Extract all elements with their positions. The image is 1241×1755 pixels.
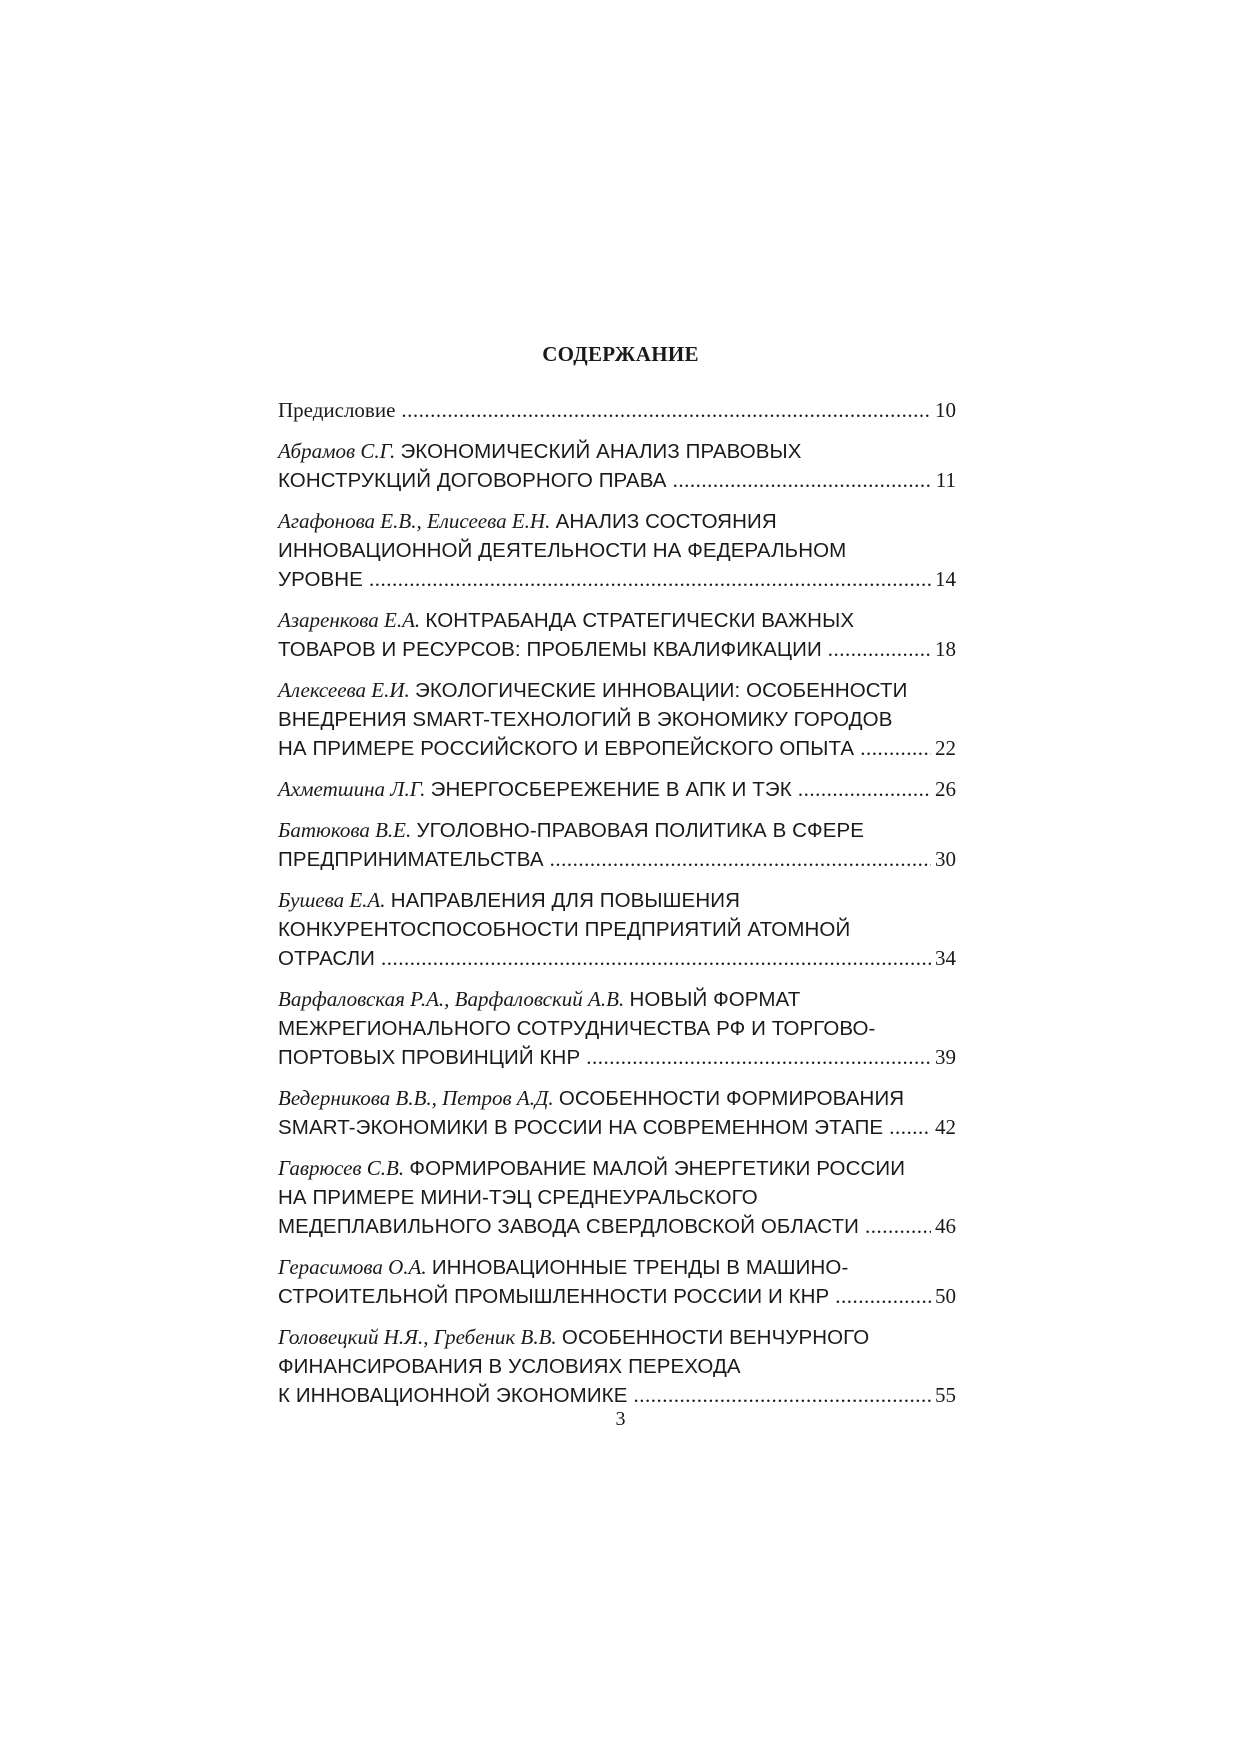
toc-entry (278, 1154, 956, 1241)
toc-entry-text (278, 676, 907, 705)
toc-entry-line (278, 466, 956, 495)
toc-entry-line (278, 507, 956, 536)
toc-entry-line (278, 1253, 956, 1282)
toc-entry-text (278, 705, 892, 734)
toc-entry-line (278, 845, 956, 874)
toc-entry-title: НОВЫЙ ФОРМАТ (629, 988, 801, 1011)
toc-entry-line (278, 816, 956, 845)
toc-entry-page: 26 (935, 777, 956, 801)
toc-entry-line (278, 1212, 956, 1241)
toc-entry-author: Бушева Е.А. (278, 888, 386, 912)
toc-entry-title: УГОЛОВНО-ПРАВОВАЯ ПОЛИТИКА В СФЕРЕ (416, 819, 865, 842)
toc-entry-title: КОНТРАБАНДА СТРАТЕГИЧЕСКИ ВАЖНЫХ (425, 609, 855, 632)
toc-entry-text (278, 437, 802, 466)
toc-entry-title: ФОРМИРОВАНИЕ МАЛОЙ ЭНЕРГЕТИКИ РОССИИ (409, 1157, 906, 1180)
dot-leader (673, 466, 932, 495)
toc-entry (278, 1084, 956, 1142)
toc-entry (278, 507, 956, 594)
toc-entry-author: Азаренкова Е.А. (278, 608, 421, 632)
toc-entry-text (278, 1014, 875, 1043)
toc-entry-title: КОНКУРЕНТОСПОСОБНОСТИ ПРЕДПРИЯТИЙ АТОМНОЙ (278, 918, 851, 941)
toc-entry-author: Батюкова В.Е. (278, 818, 412, 842)
toc-entry-text (278, 396, 395, 425)
toc-entry-line (278, 1381, 956, 1410)
toc-entry-page: 11 (935, 468, 956, 492)
toc-entry-line (278, 1084, 956, 1113)
dot-leader (369, 565, 931, 594)
toc-entry-text (278, 565, 363, 594)
toc-entry-page: 42 (935, 1115, 956, 1139)
toc-entry-text (278, 1381, 628, 1410)
toc-entry-text (278, 886, 740, 915)
toc-entry (278, 437, 956, 495)
toc-entry-title: НАПРАВЛЕНИЯ ДЛЯ ПОВЫШЕНИЯ (390, 889, 740, 912)
dot-leader (860, 734, 931, 763)
toc-entry-page: 14 (935, 567, 956, 591)
toc-entry-page: 18 (935, 637, 956, 661)
toc-entry-author: Варфаловская Р.А., Варфаловский А.В. (278, 987, 625, 1011)
toc-entry-line (278, 565, 956, 594)
toc-entry-page: 34 (935, 946, 956, 970)
toc-entry-author: Ахметшина Л.Г. (278, 777, 426, 801)
toc-entry (278, 396, 956, 425)
toc-entry-page: 22 (935, 736, 956, 760)
toc-entry-text (278, 734, 854, 763)
toc-entry-author: Герасимова О.А. (278, 1255, 427, 1279)
dot-leader (835, 1282, 931, 1311)
toc-entry-line (278, 1183, 956, 1212)
toc-entry-title: ИННОВАЦИОННОЙ ДЕЯТЕЛЬНОСТИ НА ФЕДЕРАЛЬНОМ (278, 539, 847, 562)
toc-entry-text (278, 536, 846, 565)
toc-entry (278, 886, 956, 973)
page-number: 3 (615, 1408, 626, 1430)
toc-entry-line (278, 606, 956, 635)
toc-entry-title: ЭНЕРГОСБЕРЕЖЕНИЕ В АПК И ТЭК (430, 778, 792, 801)
toc-entry-author: Алексеева Е.И. (278, 678, 410, 702)
toc-entry-title: НА ПРИМЕРЕ РОССИЙСКОГО И ЕВРОПЕЙСКОГО ОПЫТА (278, 737, 855, 760)
toc-entry-text (278, 985, 800, 1014)
toc-entry-text (278, 1183, 758, 1212)
toc-entry-line (278, 1113, 956, 1142)
toc-entry-text (278, 1323, 869, 1352)
toc-entry-text (278, 845, 544, 874)
toc-entry (278, 775, 956, 804)
dot-leader (828, 635, 931, 664)
toc-entry-title: Предисловие (278, 398, 396, 422)
toc-entry-title: МЕЖРЕГИОНАЛЬНОГО СОТРУДНИЧЕСТВА РФ И ТОРГОВО- (278, 1017, 876, 1040)
toc-entry-title: К ИННОВАЦИОННОЙ ЭКОНОМИКЕ (278, 1384, 628, 1407)
toc-entry-text (278, 606, 854, 635)
toc-entry-title: ФИНАНСИРОВАНИЯ В УСЛОВИЯХ ПЕРЕХОДА (278, 1355, 741, 1378)
toc-entry-line (278, 1154, 956, 1183)
dot-leader (634, 1381, 932, 1410)
dot-leader (401, 396, 931, 425)
toc-entry-line (278, 734, 956, 763)
toc-entry (278, 606, 956, 664)
toc-entry-line (278, 775, 956, 804)
toc-entry-title: ПОРТОВЫХ ПРОВИНЦИЙ КНР (278, 1046, 581, 1069)
toc-entry-text (278, 507, 777, 536)
toc-entry-line (278, 985, 956, 1014)
toc-entry-line (278, 1014, 956, 1043)
toc-entry-author: Гаврюсев С.В. (278, 1156, 405, 1180)
toc-entry-text (278, 466, 667, 495)
toc-entry-title: ЭКОНОМИЧЕСКИЙ АНАЛИЗ ПРАВОВЫХ (400, 440, 802, 463)
dot-leader (798, 775, 931, 804)
dot-leader (381, 944, 931, 973)
toc-entry-title: УРОВНЕ (278, 568, 363, 591)
toc-entry (278, 985, 956, 1072)
toc-entry-line (278, 915, 956, 944)
dot-leader (550, 845, 931, 874)
toc-entry-text (278, 1154, 905, 1183)
toc-entry-title: ПРЕДПРИНИМАТЕЛЬСТВА (278, 848, 544, 871)
toc-entry-title: SMART-ЭКОНОМИКИ В РОССИИ НА СОВРЕМЕННОМ ЭТАПЕ (278, 1116, 884, 1139)
toc-entry-line (278, 437, 956, 466)
toc-entry-line (278, 635, 956, 664)
dot-leader (586, 1043, 931, 1072)
toc-entry-text (278, 1212, 859, 1241)
toc-entry-line (278, 1282, 956, 1311)
toc-entry-text (278, 944, 375, 973)
toc-entry-title: ВНЕДРЕНИЯ SMART-ТЕХНОЛОГИЙ В ЭКОНОМИКУ ГОРОДОВ (278, 708, 893, 731)
dot-leader (865, 1212, 931, 1241)
toc-entry-text (278, 1043, 580, 1072)
toc-entry-page: 50 (935, 1284, 956, 1308)
toc-entry-author: Головецкий Н.Я., Гребеник В.В. (278, 1325, 557, 1349)
table-of-contents (278, 396, 956, 1422)
toc-entry-text (278, 635, 822, 664)
toc-entry-page: 55 (935, 1383, 956, 1407)
toc-entry-line (278, 1323, 956, 1352)
toc-entry-line (278, 536, 956, 565)
toc-heading: СОДЕРЖАНИЕ (542, 342, 699, 366)
toc-entry-text (278, 1352, 741, 1381)
toc-entry-title: ОСОБЕННОСТИ ФОРМИРОВАНИЯ (558, 1087, 905, 1110)
toc-entry-text (278, 775, 792, 804)
toc-entry-line (278, 1352, 956, 1381)
toc-entry-author: Абрамов С.Г. (278, 439, 396, 463)
toc-entry-title: ОТРАСЛИ (278, 947, 376, 970)
toc-entry-line (278, 1043, 956, 1072)
toc-entry (278, 676, 956, 763)
toc-entry-line (278, 944, 956, 973)
toc-entry-title: АНАЛИЗ СОСТОЯНИЯ (555, 510, 777, 533)
toc-entry (278, 816, 956, 874)
toc-entry-line (278, 676, 956, 705)
toc-entry (278, 1253, 956, 1311)
toc-entry-page: 46 (935, 1214, 956, 1238)
toc-entry (278, 1323, 956, 1410)
toc-entry-text (278, 1113, 883, 1142)
toc-entry-text (278, 816, 864, 845)
toc-entry-page: 30 (935, 847, 956, 871)
toc-entry-text (278, 1084, 904, 1113)
toc-entry-text (278, 1282, 829, 1311)
toc-entry-title: ИННОВАЦИОННЫЕ ТРЕНДЫ В МАШИНО- (431, 1256, 849, 1279)
toc-entry-title: ЭКОЛОГИЧЕСКИЕ ИННОВАЦИИ: ОСОБЕННОСТИ (415, 679, 908, 702)
toc-entry-line (278, 705, 956, 734)
toc-entry-title: НА ПРИМЕРЕ МИНИ-ТЭЦ СРЕДНЕУРАЛЬСКОГО (278, 1186, 758, 1209)
toc-entry-line (278, 886, 956, 915)
toc-entry-line (278, 396, 956, 425)
toc-entry-title: ТОВАРОВ И РЕСУРСОВ: ПРОБЛЕМЫ КВАЛИФИКАЦИИ (278, 638, 822, 661)
toc-entry-title: СТРОИТЕЛЬНОЙ ПРОМЫШЛЕННОСТИ РОССИИ И КНР (278, 1285, 830, 1308)
toc-entry-author: Ведерникова В.В., Петров А.Д. (278, 1086, 554, 1110)
toc-entry-title: ОСОБЕННОСТИ ВЕНЧУРНОГО (561, 1326, 870, 1349)
dot-leader (889, 1113, 931, 1142)
toc-entry-text (278, 1253, 848, 1282)
toc-entry-title: КОНСТРУКЦИЙ ДОГОВОРНОГО ПРАВА (278, 469, 667, 492)
toc-entry-page: 39 (935, 1045, 956, 1069)
toc-entry-page: 10 (935, 398, 956, 422)
toc-entry-author: Агафонова Е.В., Елисеева Е.Н. (278, 509, 551, 533)
toc-entry-title: МЕДЕПЛАВИЛЬНОГО ЗАВОДА СВЕРДЛОВСКОЙ ОБЛАСТИ (278, 1215, 859, 1238)
toc-entry-text (278, 915, 850, 944)
